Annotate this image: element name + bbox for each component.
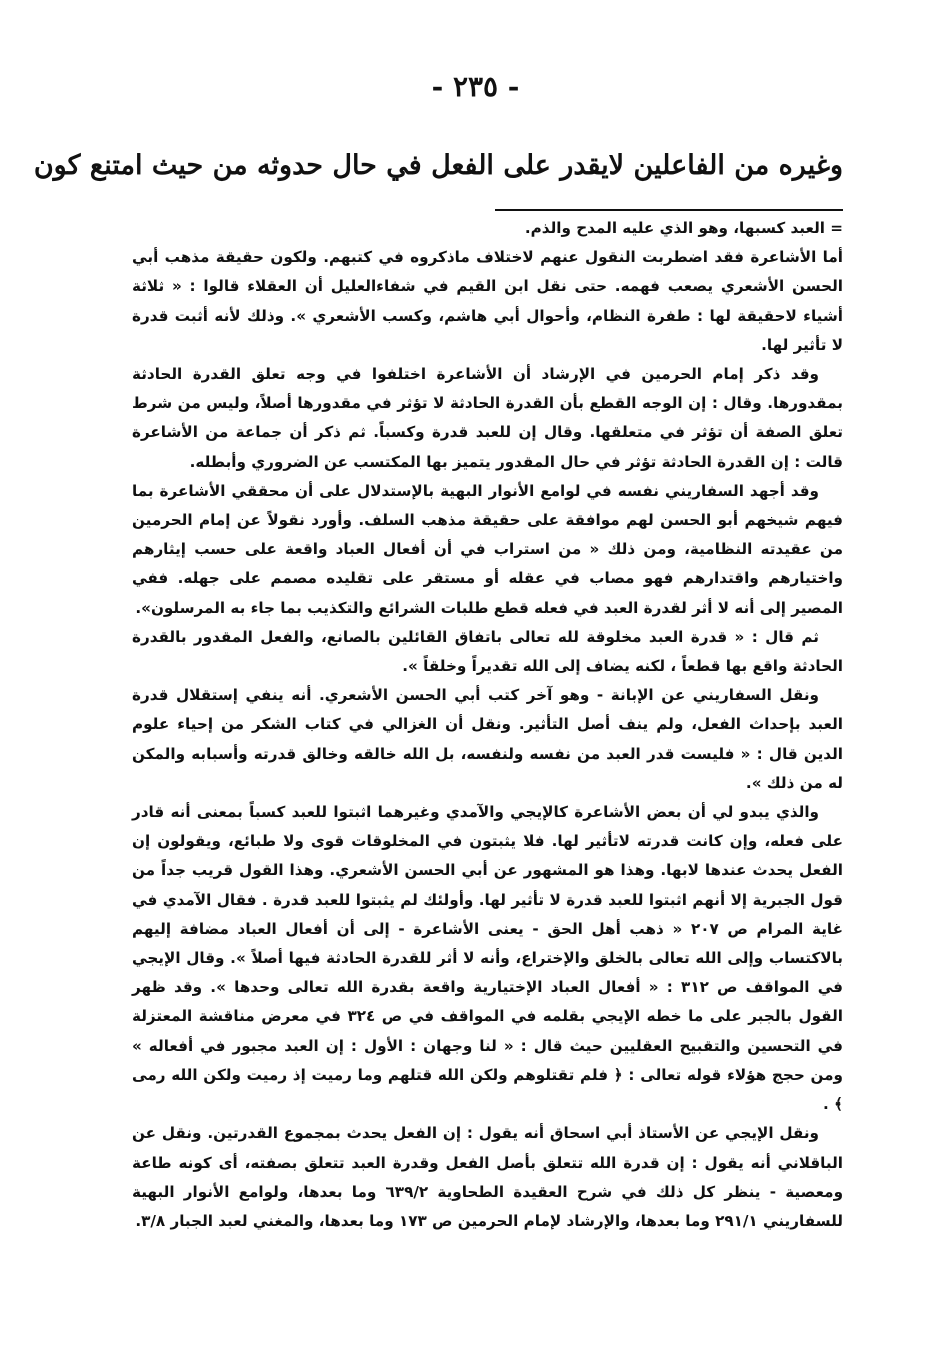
footnote-paragraph: أما الأشاعرة فقد اضطربت النقول عنهم لاختلاف ماذكروه في كتبهم. ولكون حقيقة مذهب أبي الحسن الأشعري يصعب فهمه. حتى نقل ابن القيم في شفاءالعليل أن العقلاء قالوا : « ثلاثة أشياء لاحقيقة لها : طفرة النظام، وأحوال أبي هاشم، وكسب الأشعري ». وذلك لأنه أثبت قدرة لا تأثير لها. xyxy=(132,248,843,354)
main-text-line: وغيره من الفاعلين لايقدر على الفعل في حال حدوثه من حيث امتنع كون xyxy=(33,150,843,181)
footnote-paragraph: وقد ذكر إمام الحرمين في الإرشاد أن الأشاعرة اختلفوا في وجه تعلق القدرة الحادثة بمقدورها. وقال : إن الوجه القطع بأن القدرة الحادثة لا تؤثر في مقدورها أصلاً، وليس من شرط تعلق الصفة أن تؤثر في متعلقها. وقال إن للعبد قدرة وكسباً. ثم ذكر أن جماعة من الأشاعرة قالت : إن القدرة الحادثة تؤثر في حال المقدور يتميز بها المكتسب عن الضروري وأبطله. xyxy=(132,365,843,471)
footnote-paragraph: = العبد كسبها، وهو الذي عليه المدح والذم. xyxy=(524,219,843,237)
footnote-paragraph: ونقل السفاريني عن الإبانة - وهو آخر كتب أبي الحسن الأشعري. أنه ينفي إستقلال قدرة العبد بإحداث الفعل، ولم ينف أصل التأثير. ونقل أن الغزالي في كتاب الشكر من إحياء علوم الدين قال : « فليست قدر العبد من نفسه ولنفسه، بل الله خالقه وخالق قدرته وأسبابه والمكن له من ذلك ». xyxy=(132,686,843,792)
page-number: - ٢٣٥ - xyxy=(431,70,520,103)
footnotes-section xyxy=(132,214,843,1236)
footnote-divider xyxy=(495,209,843,211)
footnote-paragraph: ثم قال : « قدرة العبد مخلوقة لله تعالى باتفاق القائلين بالصانع، والفعل المقدور بالقدرة الحادثة واقع بها قطعاً ، لكنه يضاف إلى الله تقديراً وخلقاً ». xyxy=(132,627,843,676)
footnote-paragraph: ونقل الإيجي عن الأستاذ أبي اسحاق أنه يقول : إن الفعل يحدث بمجموع القدرتين. ونقل عن الباقلاني أنه يقول : إن قدرة الله تتعلق بأصل الفعل وقدرة العبد تتعلق بصفته، أى كونه طاعة ومعصية - ينظر كل ذلك في شرح العقيدة الطحاوية ٦٣٩/٢ وما بعدها، ولوامع الأنوار البهية للسفاريني ٢٩١/١ وما بعدها، والإرشاد لإمام الحرمين ص ١٧٣ وما بعدها، والمغني لعبد الجبار ٣/٨. xyxy=(132,1124,844,1230)
footnote-paragraph: وقد أجهد السفاريني نفسه في لوامع الأنوار البهية بالإستدلال على أن محققي الأشاعرة بما فيهم شيخهم أبو الحسن لهم موافقة على حقيقة مذهب السلف. وأورد نقولاً عن إمام الحرمين من عقيدته النظامية، ومن ذلك « من استراب في أن أفعال العباد واقعة على حسب إيثارهم واختيارهم واقتدارهم فهو مصاب في عقله أو مستقر على تقليده مصمم على جهله. ففي المصير إلى أنه لا أثر لقدرة العبد في فعله قطع طلبات الشرائع والتكذيب بما جاء به المرسلون». xyxy=(132,481,843,617)
footnote-paragraph: والذي يبدو لي أن بعض الأشاعرة كالإيجي والآمدي وغيرهما اثبتوا للعبد كسباً بمعنى أنه قادر على فعله، وإن كانت قدرته لاتأثير لها. فلا يثبتون في المخلوقات قوى ولا طبائع، ويقولون إن الفعل يحدث عندها لابها. وهذا هو المشهور عن أبي الحسن الأشعري. وهذا القول قريب جداً من قول الجبرية إلا أنهم اثبتوا للعبد قدرة لا تأثير لها. وأولئك لم يثبتوا للعبد قدرة . فقال الآمدي في غاية المرام ص ٢٠٧ « ذهب أهل الحق - يعنى الأشاعرة - إلى أن أفعال العباد مضافة إليهم بالاكتساب وإلى الله تعالى بالخلق والإختراع، وأنه لا أثر للقدرة الحادثة فيها أصلاً ». وقال الإيجي في المواقف ص ٣١٢ : « أفعال العباد الإختيارية واقعة بقدرة الله تعالى وحدها ». وقد ظهر القول بالجبر على ما خطه الإيجي بقلمه في المواقف في ص ٣٢٤ في معرض مناقشة المعتزلة في التحسين والتقبيح العقليين حيث قال : « لنا وجهان : الأول : إن العبد مجبور في أفعاله » ومن حجج هؤلاء قوله تعالى : ﴿ فلم تقتلوهم ولكن الله قتلهم وما رميت إذ رميت ولكن الله رمى ﴾ . xyxy=(132,803,844,1114)
